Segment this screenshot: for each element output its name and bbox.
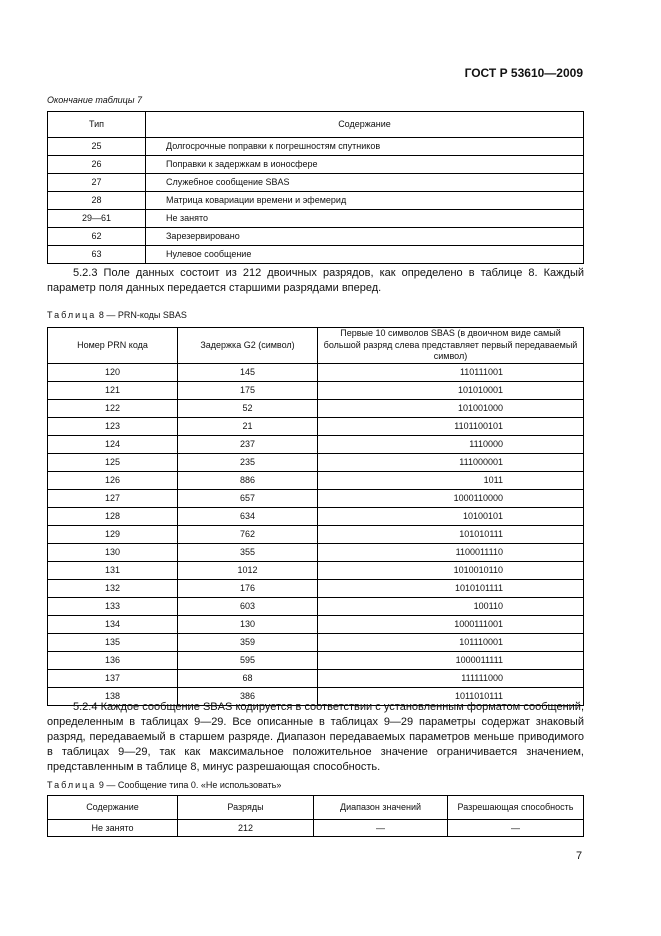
table-cell: — [448,820,584,837]
table-row [48,138,584,156]
table8-caption [47,310,187,320]
table9-caption-text: 9 — Сообщение типа 0. «Не использовать» [98,780,282,790]
table-row [48,246,584,264]
table-cell: 111111000 [318,670,584,688]
table-cell: 1010101111 [318,580,584,598]
table-cell: 26 [48,156,146,174]
table-row [48,580,584,598]
table-8 [47,327,584,706]
table-row [48,544,584,562]
table-cell: 27 [48,174,146,192]
table-cell: Служебное сообщение SBAS [146,174,584,192]
table-row [48,210,584,228]
table-cell: 132 [48,580,178,598]
table-row [48,490,584,508]
table-cell: 355 [178,544,318,562]
table-cell: 235 [178,454,318,472]
table-cell: 1000011111 [318,652,584,670]
table-cell: 129 [48,526,178,544]
table-cell: 25 [48,138,146,156]
paragraph-5-2-4 [47,700,584,775]
table-row [48,156,584,174]
table8-caption-text: 8 — PRN-коды SBAS [98,310,187,320]
table-cell: 122 [48,400,178,418]
table-cell: 133 [48,598,178,616]
table-cell: 111000001 [318,454,584,472]
table-row [48,820,584,837]
table-row [48,652,584,670]
table-cell: 1110000 [318,436,584,454]
table8-header-prn: Номер PRN кода [48,328,178,364]
table-cell: 212 [178,820,314,837]
table-row [48,436,584,454]
table9-body [48,820,584,837]
table-cell: Поправки к задержкам в ионосфере [146,156,584,174]
table7-caption: Окончание таблицы 7 [47,95,142,105]
table-cell: 1011010111 [318,688,584,706]
table-cell: 134 [48,616,178,634]
table-cell: 63 [48,246,146,264]
table-row [48,472,584,490]
table-cell: 1000110000 [318,490,584,508]
table-cell: Долгосрочные поправки к погрешностям спутников [146,138,584,156]
table-cell: 21 [178,418,318,436]
page-number: 7 [576,850,583,862]
table8-body [48,364,584,706]
table-cell: 124 [48,436,178,454]
table-cell: 130 [48,544,178,562]
table-row [48,228,584,246]
table-9 [47,795,584,837]
table-row [48,400,584,418]
table-cell: 131 [48,562,178,580]
table-cell: 101010001 [318,382,584,400]
table-row [48,454,584,472]
table-cell: 136 [48,652,178,670]
table-cell: Не занято [146,210,584,228]
table-row [48,634,584,652]
table-cell: Не занято [48,820,178,837]
table9-caption [47,780,281,790]
table-cell: — [314,820,448,837]
table-cell: 237 [178,436,318,454]
table-cell: 100110 [318,598,584,616]
table-7 [47,111,584,264]
table-cell: 52 [178,400,318,418]
table7-body [48,138,584,264]
table-cell: 175 [178,382,318,400]
paragraph-5-2-3 [47,266,584,296]
table-cell: 176 [178,580,318,598]
table-cell: 110111001 [318,364,584,382]
table-cell: 603 [178,598,318,616]
table8-header-symbols: Первые 10 символов SBAS (в двоичном виде самый большой разряд слева представляет первый передаваемый символ) [318,328,584,364]
table-cell: 762 [178,526,318,544]
table-cell: 130 [178,616,318,634]
table7-header-content: Содержание [146,112,584,138]
table9-header-content: Содержание [48,796,178,820]
table-cell: 1010010110 [318,562,584,580]
table-cell: 101110001 [318,634,584,652]
table-cell: 1100011110 [318,544,584,562]
table-cell: 145 [178,364,318,382]
table9-header-range: Диапазон значений [314,796,448,820]
table-cell: 126 [48,472,178,490]
table-row [48,526,584,544]
table-cell: 62 [48,228,146,246]
table-cell: 657 [178,490,318,508]
table-cell: 127 [48,490,178,508]
table-cell: 1011 [318,472,584,490]
table-cell: 386 [178,688,318,706]
table-row [48,418,584,436]
table-cell: 101010111 [318,526,584,544]
table-row [48,364,584,382]
table-cell: 886 [178,472,318,490]
table-cell: 125 [48,454,178,472]
table9-header-bits: Разряды [178,796,314,820]
table-cell: 68 [178,670,318,688]
table-cell: 10100101 [318,508,584,526]
table7-header-type: Тип [48,112,146,138]
table9-header-resolution: Разрешающая способность [448,796,584,820]
table-cell: 28 [48,192,146,210]
table-cell: 595 [178,652,318,670]
table-cell: 359 [178,634,318,652]
table-cell: 634 [178,508,318,526]
paragraph-5-2-3-text: 5.2.3 Поле данных состоит из 212 двоичных разрядов, как определено в таблице 8. Каждый параметр поля данных передается старшими разрядами вперед. [47,267,584,294]
table-cell: 29—61 [48,210,146,228]
table-cell: 1101100101 [318,418,584,436]
table-row [48,508,584,526]
table-cell: 1000111001 [318,616,584,634]
table-row [48,670,584,688]
table9-caption-label: Таблица [47,780,97,790]
table-row [48,616,584,634]
paragraph-5-2-4-text: 5.2.4 Каждое сообщение SBAS кодируется в соответствии с установленным форматом сообщений, определенным в таблицах 9—29. Все описанные в таблицах 9—29 параметры содержат знаковый разряд, передаваемый в старшем разряде. Диапазон передаваемых параметров меньше приводимого в таблицах 9—29, так как максимальное положительное значение ограничивается значением, представленным в таблице 8, минус разрешающая способность. [47,701,584,773]
table-row [48,598,584,616]
table-cell: 123 [48,418,178,436]
table-cell: 101001000 [318,400,584,418]
table-cell: 1012 [178,562,318,580]
table-row [48,174,584,192]
table-cell: 137 [48,670,178,688]
table-cell: Зарезервировано [146,228,584,246]
table-row [48,562,584,580]
document-id: ГОСТ Р 53610—2009 [464,66,583,80]
table-cell: 128 [48,508,178,526]
table-row [48,192,584,210]
table-cell: 120 [48,364,178,382]
table-cell: Матрица ковариации времени и эфемерид [146,192,584,210]
table8-header-delay: Задержка G2 (символ) [178,328,318,364]
table-cell: 138 [48,688,178,706]
table-row [48,382,584,400]
table8-caption-label: Таблица [47,310,97,320]
table-cell: Нулевое сообщение [146,246,584,264]
table-cell: 121 [48,382,178,400]
table-cell: 135 [48,634,178,652]
